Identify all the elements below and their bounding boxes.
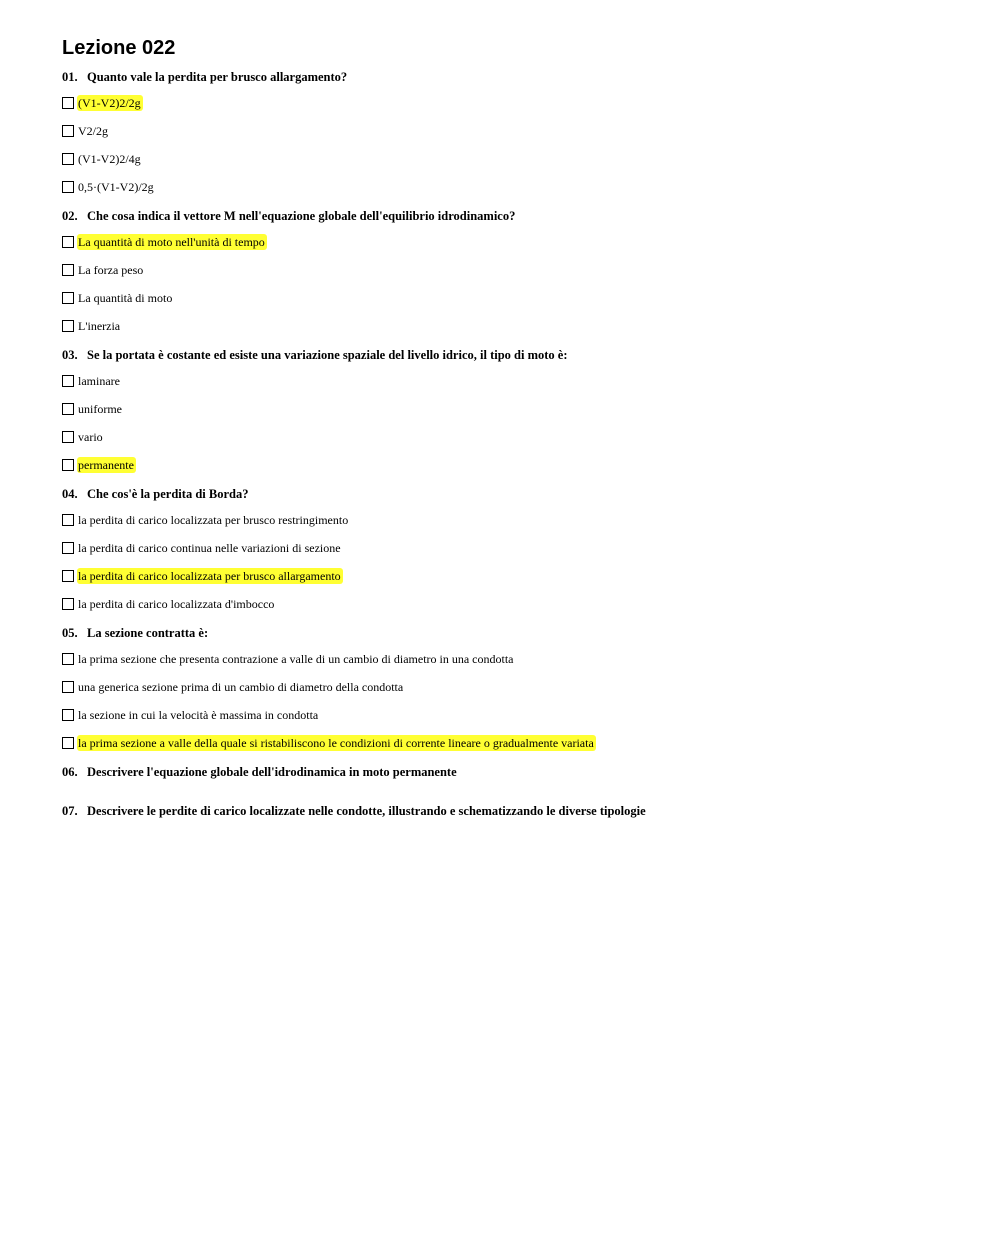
question-number: 01.	[62, 70, 78, 84]
question-text	[62, 486, 962, 502]
answer-option[interactable]	[62, 429, 962, 445]
answer-label: la perdita di carico localizzata per brusco restringimento	[78, 513, 349, 527]
checkbox[interactable]	[62, 264, 74, 276]
document-page	[62, 36, 962, 842]
answer-option[interactable]	[62, 568, 962, 584]
question-2	[62, 208, 962, 334]
question-text	[62, 803, 962, 819]
answer-label: La forza peso	[78, 263, 144, 277]
checkbox[interactable]	[62, 598, 74, 610]
answer-label: la sezione in cui la velocità è massima in condotta	[78, 708, 319, 722]
question-prompt: Descrivere l'equazione globale dell'idrodinamica in moto permanente	[87, 765, 457, 779]
answer-option[interactable]	[62, 540, 962, 556]
answer-label-highlighted: permanente	[78, 458, 134, 472]
checkbox[interactable]	[62, 459, 74, 471]
checkbox[interactable]	[62, 514, 74, 526]
answer-option[interactable]	[62, 707, 962, 723]
answer-option[interactable]	[62, 457, 962, 473]
answer-label: laminare	[78, 374, 120, 388]
question-7	[62, 803, 962, 819]
checkbox[interactable]	[62, 403, 74, 415]
checkbox[interactable]	[62, 542, 74, 554]
question-1	[62, 69, 962, 195]
question-text	[62, 625, 962, 641]
answer-label-highlighted: la prima sezione a valle della quale si ristabiliscono le condizioni di corrente lineare o gradualmente variata	[78, 736, 594, 750]
checkbox[interactable]	[62, 292, 74, 304]
answer-label: la perdita di carico localizzata d'imbocco	[78, 597, 275, 611]
question-prompt: Se la portata è costante ed esiste una variazione spaziale del livello idrico, il tipo di moto è:	[87, 348, 568, 362]
question-number: 06.	[62, 765, 78, 779]
question-prompt: Che cosa indica il vettore M nell'equazione globale dell'equilibrio idrodinamico?	[87, 209, 516, 223]
checkbox[interactable]	[62, 236, 74, 248]
answer-option[interactable]	[62, 735, 962, 751]
question-number: 03.	[62, 348, 78, 362]
question-text	[62, 69, 962, 85]
answer-option[interactable]	[62, 123, 962, 139]
question-prompt: Descrivere le perdite di carico localizzate nelle condotte, illustrando e schematizzando le diverse tipologie	[87, 804, 646, 818]
answer-label: (V1-V2)2/4g	[78, 152, 141, 166]
checkbox[interactable]	[62, 431, 74, 443]
answer-label: la perdita di carico continua nelle variazioni di sezione	[78, 541, 341, 555]
answer-label: una generica sezione prima di un cambio di diametro della condotta	[78, 680, 404, 694]
answer-label-highlighted: La quantità di moto nell'unità di tempo	[78, 235, 265, 249]
checkbox[interactable]	[62, 570, 74, 582]
answer-label-highlighted: (V1-V2)2/2g	[78, 96, 141, 110]
answer-label: L'inerzia	[78, 319, 121, 333]
answer-label: la prima sezione che presenta contrazione a valle di un cambio di diametro in una condotta	[78, 652, 514, 666]
checkbox[interactable]	[62, 97, 74, 109]
checkbox[interactable]	[62, 375, 74, 387]
answer-option[interactable]	[62, 95, 962, 111]
question-prompt: Che cos'è la perdita di Borda?	[87, 487, 249, 501]
answer-option[interactable]	[62, 234, 962, 250]
checkbox[interactable]	[62, 153, 74, 165]
answer-label: La quantità di moto	[78, 291, 173, 305]
checkbox[interactable]	[62, 181, 74, 193]
question-prompt: Quanto vale la perdita per brusco allargamento?	[87, 70, 348, 84]
question-list	[62, 69, 962, 819]
answer-options	[62, 234, 962, 334]
question-number: 02.	[62, 209, 78, 223]
checkbox[interactable]	[62, 709, 74, 721]
checkbox[interactable]	[62, 320, 74, 332]
answer-label: uniforme	[78, 402, 122, 416]
question-5	[62, 625, 962, 751]
answer-option[interactable]	[62, 401, 962, 417]
question-text	[62, 208, 962, 224]
answer-label-highlighted: la perdita di carico localizzata per brusco allargamento	[78, 569, 341, 583]
answer-options	[62, 651, 962, 751]
answer-label: V2/2g	[78, 124, 108, 138]
answer-option[interactable]	[62, 512, 962, 528]
answer-options	[62, 512, 962, 612]
answer-option[interactable]	[62, 651, 962, 667]
answer-label: 0,5·(V1-V2)/2g	[78, 180, 154, 194]
answer-option[interactable]	[62, 596, 962, 612]
answer-option[interactable]	[62, 151, 962, 167]
answer-label: vario	[78, 430, 103, 444]
answer-options	[62, 95, 962, 195]
checkbox[interactable]	[62, 125, 74, 137]
question-6	[62, 764, 962, 780]
question-text	[62, 347, 962, 363]
checkbox[interactable]	[62, 653, 74, 665]
answer-options	[62, 373, 962, 473]
answer-option[interactable]	[62, 679, 962, 695]
question-number: 04.	[62, 487, 78, 501]
answer-option[interactable]	[62, 373, 962, 389]
answer-option[interactable]	[62, 290, 962, 306]
question-3	[62, 347, 962, 473]
answer-option[interactable]	[62, 318, 962, 334]
lesson-title: Lezione 022	[62, 37, 176, 59]
question-number: 07.	[62, 804, 78, 818]
question-number: 05.	[62, 626, 78, 640]
answer-option[interactable]	[62, 262, 962, 278]
question-text	[62, 764, 962, 780]
checkbox[interactable]	[62, 737, 74, 749]
question-4	[62, 486, 962, 612]
answer-option[interactable]	[62, 179, 962, 195]
checkbox[interactable]	[62, 681, 74, 693]
question-prompt: La sezione contratta è:	[87, 626, 209, 640]
